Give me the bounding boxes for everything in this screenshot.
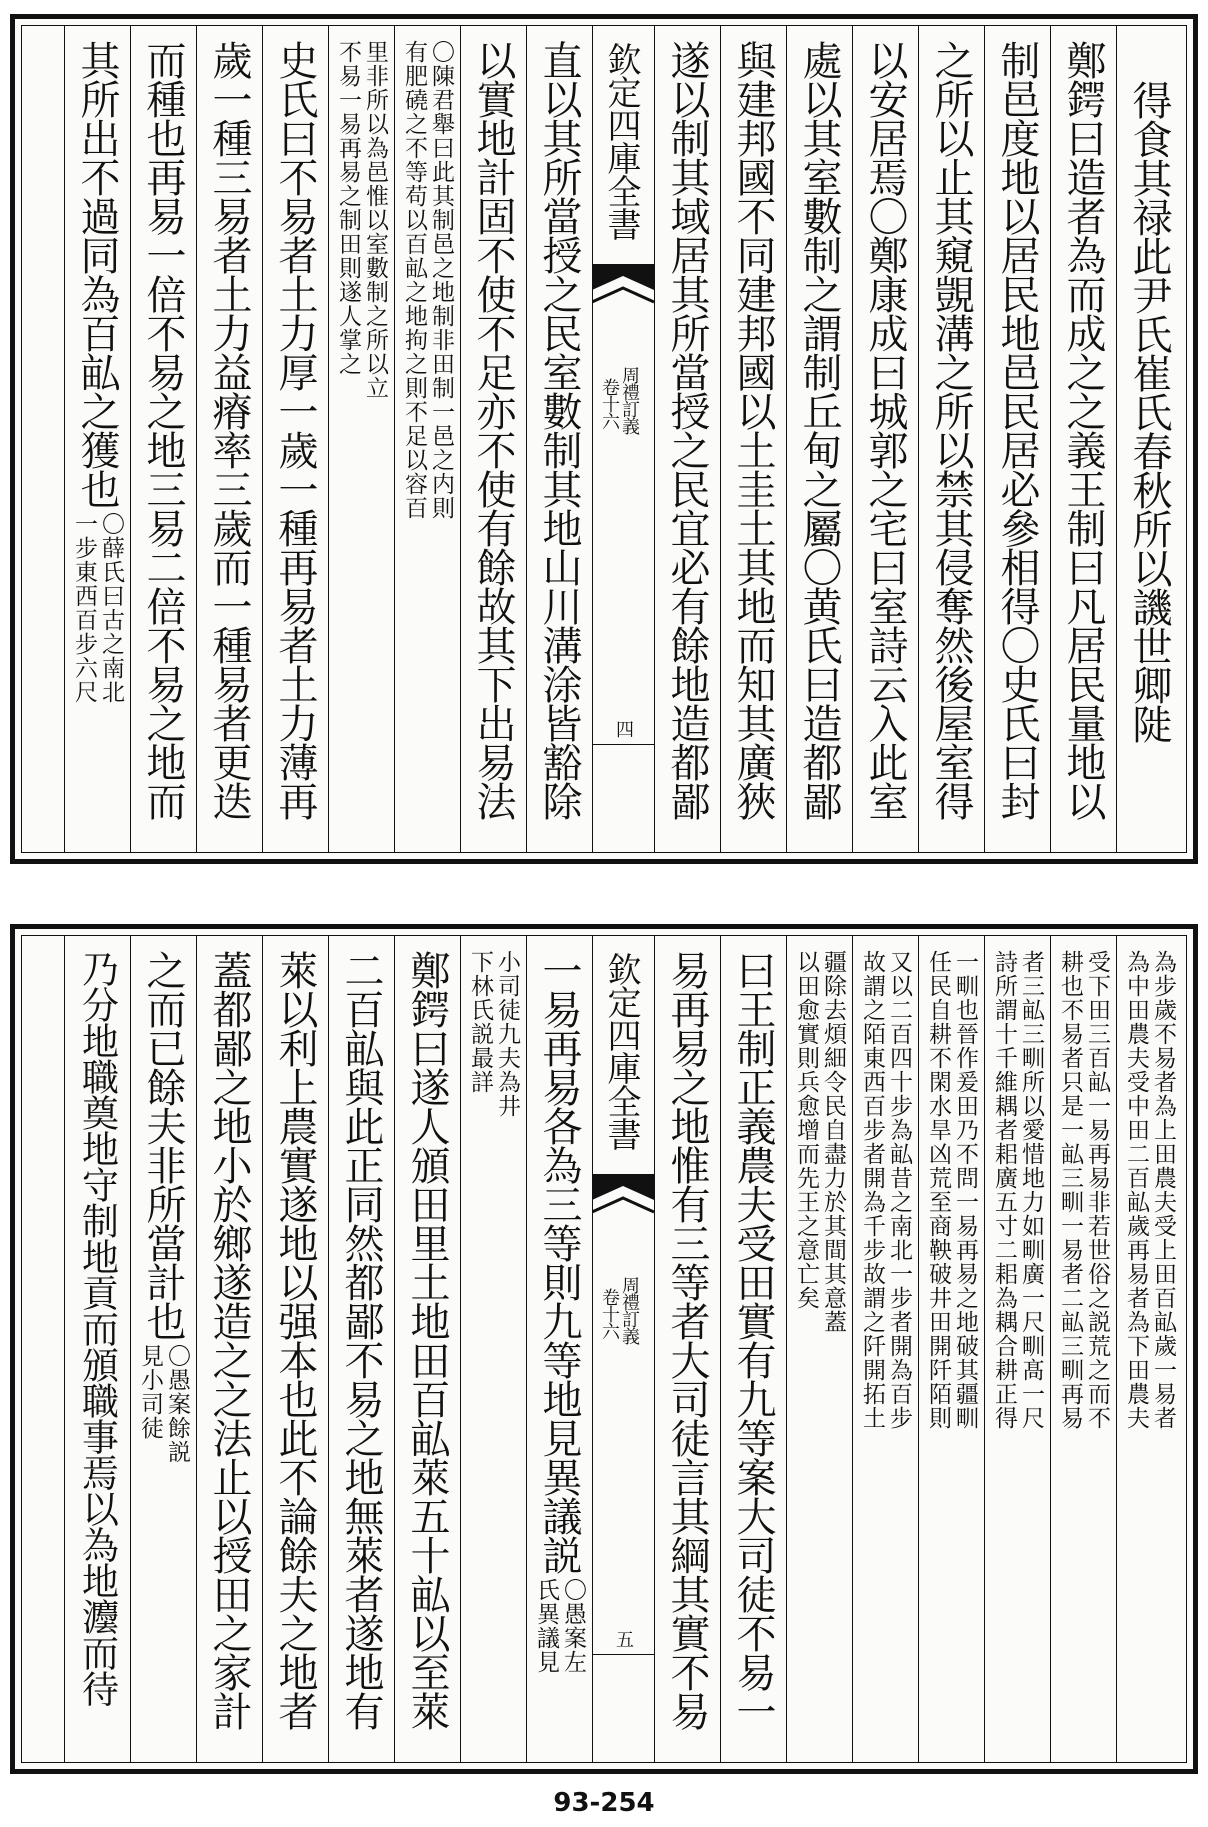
text-column: [1050, 26, 1116, 852]
text-column: [460, 26, 526, 852]
column-text: 處以其室數制之謂制丘甸之屬〇黄氏曰造都鄙: [796, 40, 842, 820]
text-column: [786, 26, 852, 852]
column-text: 一易再易各為三等則九等地見異議説: [536, 950, 582, 1574]
page-frame: [10, 14, 1198, 864]
commentary-line: 里非所以為邑惟以室數制之所以立: [362, 40, 388, 400]
column-text: 萊以利上農實遂地以强本也此不論餘夫之地者: [272, 950, 318, 1730]
collection-title: 欽定四庫全書: [601, 952, 641, 1150]
text-column: [720, 26, 786, 852]
text-column: [984, 26, 1050, 852]
text-column: [918, 936, 984, 1762]
commentary-line: 下林氏説最詳: [467, 950, 493, 1094]
volume-label: 卷十六: [599, 378, 620, 429]
commentary-line: 疆除去煩細令民自盡力於其間其意蓋: [820, 950, 846, 1334]
column-text: 直以其所當授之民室數制其地山川溝涂皆豁除: [536, 40, 582, 820]
commentary-line: 有肥磽之不等苟以百畆之地拘之則不足以容百: [401, 40, 427, 520]
column-text: 以實地計固不使不足亦不使有餘故其下出易法: [470, 40, 516, 820]
commentary-line: 詩所謂十千維耦者耜廣五寸二耜為耦合耕正得: [991, 950, 1017, 1430]
text-area: [21, 935, 1187, 1763]
commentary-line: 〇陳君舉曰此其制邑之地制非田制一邑之内則: [428, 40, 454, 520]
column-text: 易再易之地惟有三等者大司徒言其綱其實不易: [664, 950, 710, 1730]
column-text: 以安居焉〇鄭康成曰城郭之宅曰室詩云入此室: [862, 40, 908, 820]
text-column: [328, 26, 394, 852]
commentary-line: 為中田農夫受中田二百畆歲再易者為下田農夫: [1123, 950, 1149, 1430]
text-column: [654, 936, 720, 1762]
text-column: [262, 936, 328, 1762]
commentary-line: 為步歲不易者為上田農夫受上田百畆歲一易者: [1150, 950, 1176, 1430]
text-column: [130, 26, 196, 852]
column-text: 而種也再易一倍不易之地三易二倍不易之地而: [140, 40, 186, 820]
commentary-line: 〇薛氏曰古之南北: [98, 512, 124, 704]
commentary-line: 不易一易再易之制田則遂人掌之: [335, 40, 361, 376]
commentary-line: 氏異議見: [533, 1578, 559, 1674]
text-area: [21, 25, 1187, 853]
text-column: [130, 936, 196, 1762]
column-text: 二百畆與此正同然都鄙不易之地無萊者遂地有: [338, 950, 384, 1730]
book-title: 周禮訂義: [619, 366, 640, 434]
text-column: [786, 936, 852, 1762]
text-column: [64, 26, 130, 852]
commentary-line: 見小司徒: [137, 1344, 163, 1440]
text-column: [394, 26, 460, 852]
commentary-line: 受下田三百畆一易再易非若世俗之説荒之而不: [1084, 950, 1110, 1430]
commentary-line: 小司徒九夫為井: [494, 950, 520, 1118]
commentary-line: 一步東西百步六尺: [71, 512, 97, 704]
text-column: [460, 936, 526, 1762]
commentary-line: 〇愚案左: [560, 1578, 586, 1674]
center-strip: [592, 936, 654, 1762]
commentary-line: 故謂之陌東西百步者開為千步故謂之阡開拓土: [859, 950, 885, 1430]
commentary-line: 一甽也晉作爰田乃不問一易再易之地破其疆甽: [952, 950, 978, 1430]
text-column: [918, 26, 984, 852]
commentary-line: 又以二百四十步為畆昔之南北一步者開為百步: [886, 950, 912, 1430]
text-column: [1050, 936, 1116, 1762]
text-column: [328, 936, 394, 1762]
text-column: [394, 936, 460, 1762]
text-column: [852, 26, 918, 852]
column-text: 得食其禄此尹氏崔氏春秋所以譏世卿𨺗: [1126, 80, 1172, 743]
text-column: [1116, 936, 1182, 1762]
column-text: 之所以止其窺覬溝之所以禁其侵奪然後屋室得: [928, 40, 974, 820]
book-title: 周禮訂義: [619, 1276, 640, 1344]
column-text: 遂以制其域居其所當授之民宜必有餘地造都鄙: [664, 40, 710, 820]
column-text: 史氏曰不易者土力厚一歲一種再易者土力薄再: [272, 40, 318, 820]
fish-tail-mark: [592, 1174, 654, 1236]
text-column: [720, 936, 786, 1762]
column-text: 與建邦國不同建邦國以土圭土其地而知其廣狹: [730, 40, 776, 820]
fish-tail-mark: [592, 264, 654, 326]
commentary-line: 耕也不易者只是一畆三甽一易者二畆三甽再易: [1057, 950, 1083, 1430]
text-column: [654, 26, 720, 852]
column-text: 其所出不過同為百畆之獲也: [74, 40, 120, 508]
volume-label: 卷十六: [599, 1288, 620, 1339]
column-text: 制邑度地以居民地邑民居必參相得〇史氏曰封: [994, 40, 1040, 820]
center-strip: [592, 26, 654, 852]
page-frame: [10, 924, 1198, 1774]
text-column: [984, 936, 1050, 1762]
page-number: 四: [616, 720, 634, 741]
column-text: 鄭鍔曰遂人頒田里土地田百畆萊五十畆以至萊: [404, 950, 450, 1730]
text-column: [262, 26, 328, 852]
bottom-page: [0, 910, 1208, 1810]
column-text: 鄭鍔曰造者為而成之之義王制曰凡居民量地以: [1060, 40, 1106, 820]
text-column: [526, 936, 592, 1762]
text-column: [196, 26, 262, 852]
text-column: [852, 936, 918, 1762]
commentary-line: 者三畆三甽所以愛惜地力如甽廣一尺甽髙一尺: [1018, 950, 1044, 1430]
page-number: 五: [616, 1630, 634, 1651]
column-text: 曰王制正義農夫受田實有九等案大司徒不易一: [730, 950, 776, 1730]
commentary-line: 任民自耕不閑水旱凶荒至商鞅破井田開阡陌則: [925, 950, 951, 1430]
text-column: [526, 26, 592, 852]
text-column: [1116, 26, 1182, 852]
column-text: 蓋都鄙之地小於鄉遂造之之法止以授田之家計: [206, 950, 252, 1730]
text-column: [64, 936, 130, 1762]
column-text: 之而已餘夫非所當計也: [140, 950, 186, 1340]
top-page: [0, 0, 1208, 900]
column-text: 歲一種三易者土力益瘠率三歲而一種易者更迭: [206, 40, 252, 820]
commentary-line: 以田愈實則兵愈增而先王之意亡矣: [793, 950, 819, 1310]
collection-title: 欽定四庫全書: [601, 42, 641, 240]
sheet-number: 93-254: [553, 1788, 655, 1818]
commentary-line: 〇愚案餘説: [164, 1344, 190, 1464]
text-column: [196, 936, 262, 1762]
column-text: 乃分地職奠地守制地貢而頒職事焉以為地灋而待: [75, 950, 119, 1706]
